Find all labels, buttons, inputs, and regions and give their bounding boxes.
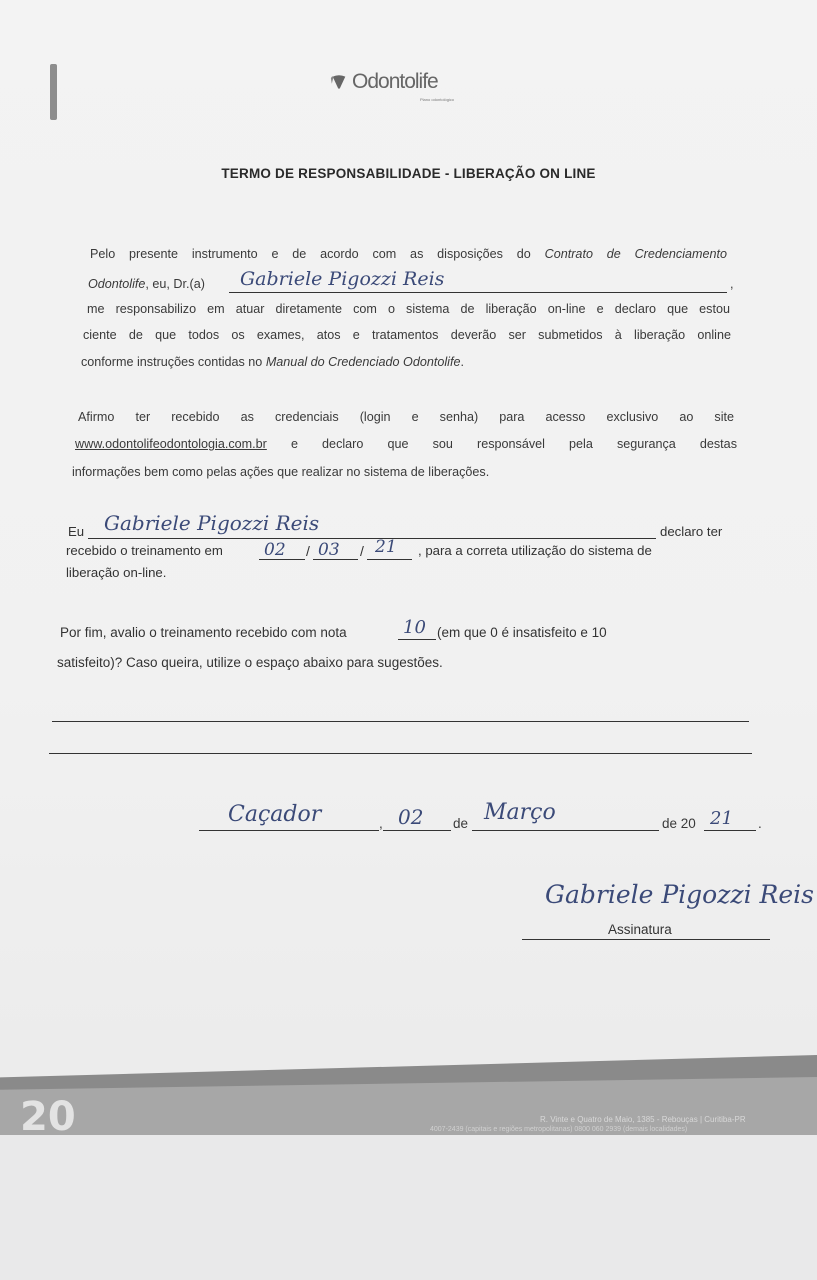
handwritten-city: Caçador (228, 802, 322, 827)
staple-mark (50, 64, 57, 120)
handwritten-date-year: 21 (710, 808, 733, 829)
handwritten-date-day: 02 (398, 805, 424, 829)
handwritten-month: 03 (318, 540, 340, 560)
signature-label: Assinatura (608, 922, 672, 937)
city-underline (199, 830, 379, 831)
grade-underline (398, 639, 436, 640)
site-link[interactable]: www.odontolifeodontologia.com.br (75, 437, 267, 451)
handwritten-day: 02 (264, 540, 286, 560)
year-underline (367, 559, 412, 560)
document-title: TERMO DE RESPONSABILIDADE - LIBERAÇÃO ON LINE (221, 166, 596, 181)
page-number: 20 (20, 1094, 76, 1135)
suggestion-line-1[interactable] (52, 721, 749, 722)
p2-line-1: Afirmo ter recebido as credenciais (login e senha) para acesso exclusivo ao site (78, 410, 734, 424)
document-page: Odontolife Plano odontológico TERMO DE RESPONSABILIDADE - LIBERAÇÃO ON LINE Pelo presente instrumento e de acordo com as disposições do Contrato de Credenciamento Odontolife, eu, Dr.(a) , me responsabilizo em atuar diretamente com o sistema de liberação on-line e declaro que estou ciente de que todos os exames, atos e tratamentos deverão ser submetidos à liberação online conforme instruções contidas no Manual do Credenciado Odontolife. Gabriele Pigozzi Reis Afirmo ter recebido as credenciais (login e senha) para acesso exclusivo ao site www.odontolifeodontologia.com.br e declaro que sou responsável pela segurança destas informações bem como pelas ações que realizar no sistema de liberações. Eu declaro ter recebido o treinamento em , para a correta utilização do sistema de liberação on-line. Gabriele Pigozzi Reis 02 / 03 / 21 Por fim, avalio o treinamento recebido com nota (em que 0 é insatisfeito e 10 satisfeito)? Caso queira, utilize o espaço abaixo para sugestões. 10 Caçador , 02 de Março de 20 21 . Gabriele Pigozzi Reis Assinatura 20 R. Vinte e Quatro de Maio, 1385 - Rebouças | Curitiba-PR 4007-2439 (capitais e regiões metropolitanas) 0800 060 2939 (demais localidades) (0, 0, 817, 1135)
signature: Gabriele Pigozzi Reis (545, 880, 814, 909)
p1-line-3: me responsabilizo em atuar diretamente com o sistema de liberação on-line e declaro que estou (87, 302, 730, 316)
date-day-underline (383, 830, 451, 831)
p1-line-5: conforme instruções contidas no Manual do Credenciado Odontolife. (81, 355, 464, 369)
handwritten-name-1: Gabriele Pigozzi Reis (240, 268, 445, 290)
odontolife-logo (330, 70, 438, 94)
logo-tagline: Plano odontológico (420, 97, 455, 102)
name-underline-2 (88, 538, 656, 539)
handwritten-grade: 10 (403, 617, 426, 638)
manual-name: Manual do Credenciado Odontolife (265, 355, 461, 369)
footer-address: R. Vinte e Quatro de Maio, 1385 - Rebouças | Curitiba-PR (540, 1115, 746, 1124)
p2-line-3: informações bem como pelas ações que realizar no sistema de liberações. (72, 465, 490, 479)
suggestion-line-2[interactable] (49, 753, 752, 754)
contract-name: Contrato de Credenciamento (544, 247, 727, 261)
handwritten-year: 21 (375, 537, 397, 557)
handwritten-name-2: Gabriele Pigozzi Reis (104, 511, 320, 535)
handwritten-date-month: Março (484, 800, 556, 825)
date-month-underline (472, 830, 659, 831)
logo-text: Odontolife (352, 70, 438, 93)
footer-phones: 4007-2439 (capitais e regiões metropolitanas) 0800 060 2939 (demais localidades) (430, 1126, 688, 1133)
p1-line-4: ciente de que todos os exames, atos e tratamentos deverão ser submetidos à liberação online (83, 328, 731, 342)
signature-line (522, 939, 770, 940)
tooth-icon (330, 73, 348, 91)
p1-line-2: Odontolife, eu, Dr.(a) (88, 277, 205, 291)
p1-line-1: Pelo presente instrumento e de acordo com as disposições do Contrato de Credenciamento (90, 247, 727, 261)
p2-line-2: www.odontolifeodontologia.com.br e declaro que sou responsável pela segurança destas (75, 437, 737, 451)
name-underline-1 (229, 292, 727, 293)
date-year-underline (704, 830, 756, 831)
